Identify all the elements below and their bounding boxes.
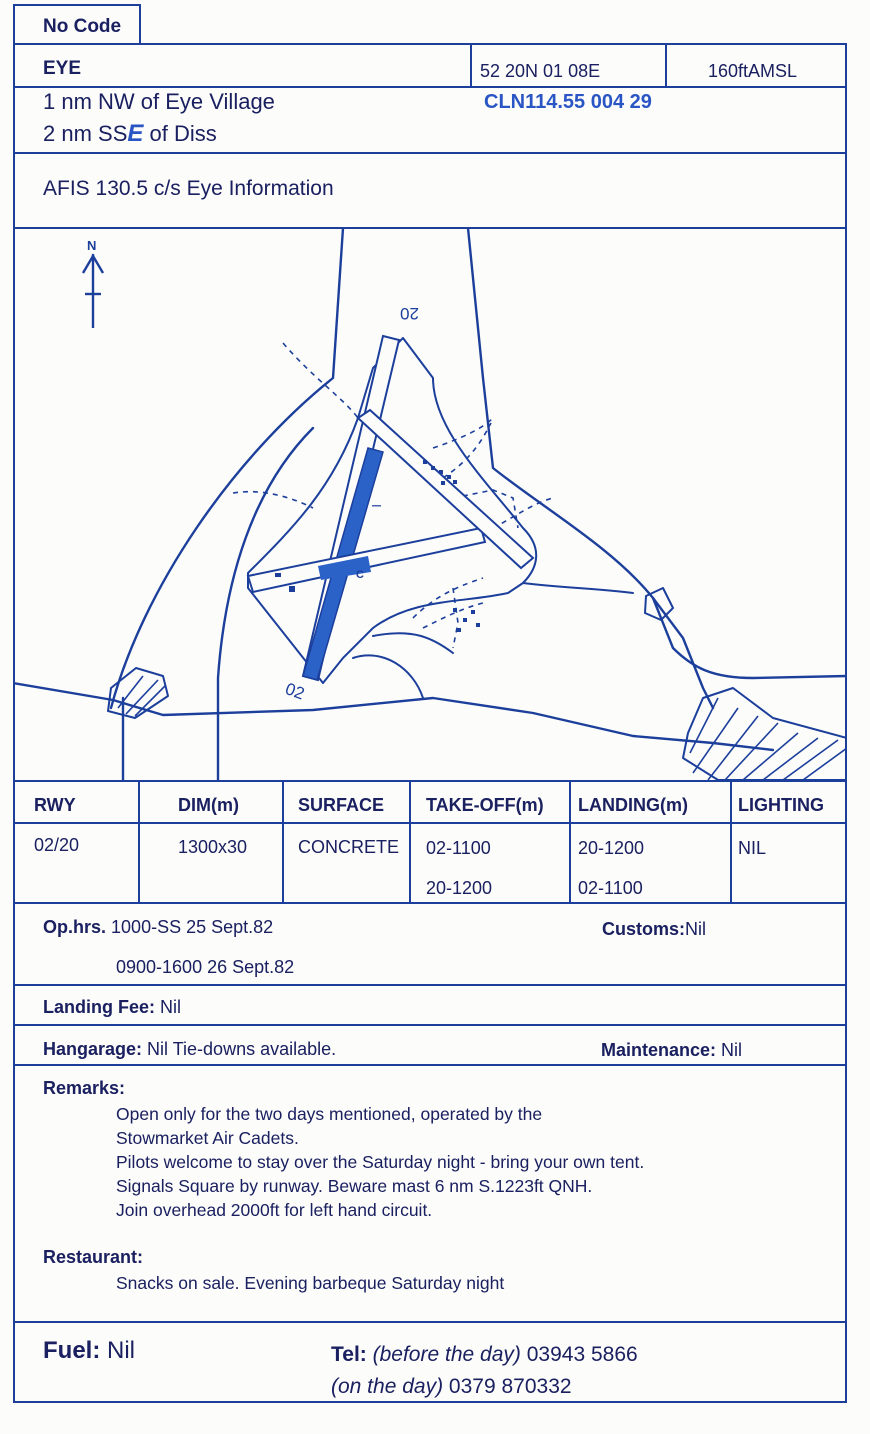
divider xyxy=(13,152,847,154)
remark-line: Join overhead 2000ft for left hand circuit. xyxy=(116,1200,433,1220)
col-header-landing: LANDING(m) xyxy=(578,795,688,815)
hangarage xyxy=(43,1039,336,1060)
ops-label: Op.hrs. xyxy=(43,917,107,937)
col-header-takeoff: TAKE-OFF(m) xyxy=(426,795,544,815)
col-header-rwy: RWY xyxy=(34,795,76,815)
cell-landing-2: 02-1100 xyxy=(578,878,643,898)
divider xyxy=(13,86,847,88)
col-header-surface: SURFACE xyxy=(298,795,385,815)
location-line-2 xyxy=(43,120,217,148)
navaid: CLN114.55 004 29 xyxy=(484,91,652,113)
radio-info: AFIS 130.5 c/s Eye Information xyxy=(43,177,334,200)
cell-dim: 1300x30 xyxy=(178,837,248,857)
restaurant-text: Snacks on sale. Evening barbeque Saturday night xyxy=(116,1273,505,1293)
mark-label: I xyxy=(369,504,384,508)
col-header-lighting: LIGHTING xyxy=(738,795,824,815)
customs-label: Customs: xyxy=(602,919,686,939)
tel-number-2: 0379 870332 xyxy=(448,1375,572,1398)
hangarage-value: Nil Tie-downs available. xyxy=(147,1039,337,1059)
landing-fee-label: Landing Fee: xyxy=(43,997,155,1017)
remark-line: Pilots welcome to stay over the Saturday night - bring your own tent. xyxy=(116,1152,645,1172)
location-line-2-text: of Diss xyxy=(149,121,217,146)
airfield-name: EYE xyxy=(43,58,82,79)
landing-fee xyxy=(43,997,181,1018)
divider xyxy=(13,1321,847,1323)
cell-rwy: 02/20 xyxy=(34,835,80,855)
divider xyxy=(138,782,140,902)
ops-line-1: 1000-SS 25 Sept.82 xyxy=(111,917,274,937)
customs-value: Nil xyxy=(685,919,707,939)
fuel-value: Nil xyxy=(107,1337,135,1364)
maintenance-label: Maintenance: xyxy=(601,1040,717,1060)
tel-line-1 xyxy=(331,1343,638,1367)
tel-note-1: (before the day) xyxy=(372,1343,521,1366)
divider xyxy=(730,782,732,902)
divider xyxy=(665,44,667,86)
landing-fee-value: Nil xyxy=(160,997,182,1017)
location-line-1: 1 nm NW of Eye Village xyxy=(43,89,275,114)
cell-takeoff-1: 02-1100 xyxy=(426,838,491,858)
tel-label: Tel: xyxy=(331,1343,367,1366)
divider xyxy=(13,1064,847,1066)
cell-lighting: NIL xyxy=(738,838,767,858)
ops-hours xyxy=(43,917,273,938)
signals-square-label: C xyxy=(356,569,364,581)
coordinates: 52 20N 01 08E xyxy=(480,61,601,81)
road xyxy=(111,228,343,708)
divider xyxy=(282,782,284,902)
col-header-dim: DIM(m) xyxy=(178,795,239,815)
divider xyxy=(569,782,571,902)
tel-number-1: 03943 5866 xyxy=(526,1343,638,1366)
code-tab xyxy=(13,4,141,44)
code-tab-label: No Code xyxy=(43,16,122,37)
north-label: N xyxy=(87,238,97,253)
location-line-2-text: 2 nm SS xyxy=(43,121,128,146)
remarks-label: Remarks: xyxy=(43,1078,126,1098)
fuel-label: Fuel: xyxy=(43,1337,101,1364)
divider xyxy=(409,782,411,902)
hangarage-label: Hangarage: xyxy=(43,1039,143,1059)
customs xyxy=(602,919,706,940)
ops-line-2: 0900-1600 26 Sept.82 xyxy=(116,957,295,977)
divider xyxy=(470,44,472,86)
cell-landing-1: 20-1200 xyxy=(578,838,645,858)
restaurant-label: Restaurant: xyxy=(43,1247,144,1267)
remark-line: Open only for the two days mentioned, operated by the xyxy=(116,1104,543,1124)
handwritten-correction: E xyxy=(127,120,144,147)
aerodrome-chart xyxy=(13,228,847,780)
road xyxy=(468,228,847,678)
divider xyxy=(13,902,847,904)
tel-note-2: (on the day) xyxy=(331,1375,444,1398)
remark-line: Stowmarket Air Cadets. xyxy=(116,1128,299,1148)
remark-line: Signals Square by runway. Beware mast 6 nm S.1223ft QNH. xyxy=(116,1176,593,1196)
cell-takeoff-2: 20-1200 xyxy=(426,878,493,898)
runway-label-02: 02 xyxy=(282,679,307,704)
fuel xyxy=(43,1337,135,1365)
maintenance-value: Nil xyxy=(721,1040,743,1060)
elevation: 160ftAMSL xyxy=(708,61,798,81)
runway-label-20: 20 xyxy=(400,304,419,323)
divider xyxy=(13,984,847,986)
maintenance xyxy=(601,1040,742,1061)
road xyxy=(653,598,713,708)
cell-surface: CONCRETE xyxy=(298,837,400,857)
tel-line-2 xyxy=(331,1375,572,1399)
divider xyxy=(13,1024,847,1026)
divider xyxy=(13,822,847,824)
